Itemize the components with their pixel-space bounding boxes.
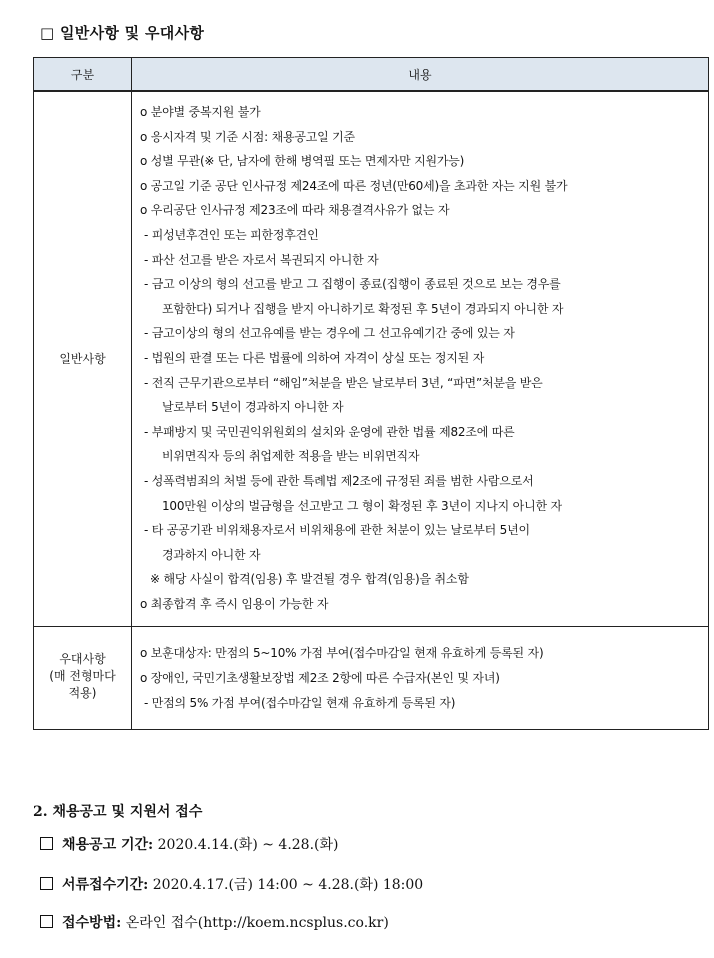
- application-method-item: [40, 912, 389, 932]
- checkbox-square-icon: [40, 877, 53, 890]
- posting-period-item: [40, 834, 339, 854]
- content-line: ※ 해당 사실이 합격(임용) 후 발견될 경우 합격(임용)을 취소함: [150, 572, 469, 587]
- table-row-general: [34, 91, 709, 627]
- content-line: o 성별 무관(※ 단, 남자에 한해 병역필 또는 면제자만 지원가능): [140, 154, 465, 169]
- content-line: o 보훈대상자: 만점의 5~10% 가점 부여(접수마감일 현재 유효하게 등록된 자): [140, 646, 544, 661]
- content-line: o 분야별 중복지원 불가: [140, 105, 261, 119]
- content-line: o 우리공단 인사규정 제23조에 따라 채용결격사유가 없는 자: [140, 203, 450, 218]
- category-general: 일반사항: [34, 91, 132, 627]
- application-period-label: 서류접수기간:: [62, 877, 149, 893]
- posting-period-label: 채용공고 기간:: [62, 837, 154, 853]
- section2-heading: 2. 채용공고 및 지원서 접수: [33, 804, 203, 820]
- column-header-category: 구분: [34, 58, 132, 92]
- content-line: - 피성년후견인 또는 피한정후견인: [144, 227, 319, 242]
- application-method-value: 온라인 접수(http://koem.ncsplus.co.kr): [125, 915, 389, 931]
- posting-period-value: 2020.4.14.(화) ~ 4.28.(화): [157, 837, 339, 853]
- content-line: 경과하지 아니한 자: [162, 547, 261, 562]
- content-line: 비위면직자 등의 취업제한 적용을 받는 비위면직자: [162, 449, 420, 464]
- checkbox-square-icon: [40, 915, 53, 928]
- table-header-row: [34, 58, 709, 92]
- content-line: - 법원의 판결 또는 다른 법률에 의하여 자격이 상실 또는 정지된 자: [144, 350, 485, 365]
- content-line: o 공고일 기준 공단 인사규정 제24조에 따른 정년(만60세)을 초과한 자는 지원 불가: [140, 178, 568, 193]
- content-line: - 성폭력범죄의 처벌 등에 관한 특례법 제2조에 규정된 죄를 범한 사람으로서: [144, 473, 534, 488]
- category-preference: [34, 627, 132, 730]
- checkbox-square-icon: [40, 837, 53, 850]
- preference-content: [132, 627, 709, 730]
- content-line: o 응시자격 및 기준 시점: 채용공고일 기준: [140, 129, 355, 144]
- category-preference-line: 우대사항: [59, 651, 106, 666]
- content-line: - 파산 선고를 받은 자로서 복권되지 아니한 자: [144, 252, 379, 267]
- content-line: - 금고 이상의 형의 선고를 받고 그 집행이 종료(집행이 종료된 것으로 보는 경우를: [144, 277, 561, 292]
- section-heading: □ 일반사항 및 우대사항: [40, 24, 205, 42]
- content-line: 100만원 이상의 벌금형을 선고받고 그 형이 확정된 후 3년이 지나지 아니한 자: [162, 498, 562, 513]
- table-row-preference: [34, 627, 709, 730]
- content-line: 날로부터 5년이 경과하지 아니한 자: [162, 400, 344, 415]
- category-preference-line: (매 전형마다: [49, 668, 116, 683]
- content-line: - 만점의 5% 가점 부여(접수마감일 현재 유효하게 등록된 자): [144, 695, 456, 710]
- content-line: - 전직 근무기관으로부터 “해임”처분을 받은 날로부터 3년, “파면”처분을 받은: [144, 375, 543, 390]
- general-content: [132, 91, 709, 627]
- requirements-table: [33, 57, 709, 730]
- content-line: - 타 공공기관 비위채용자로서 비위채용에 관한 처분이 있는 날로부터 5년이: [144, 523, 530, 538]
- content-line: o 장애인, 국민기초생활보장법 제2조 2항에 따른 수급자(본인 및 자녀): [140, 671, 500, 686]
- category-preference-line: 적용): [68, 685, 97, 700]
- content-line: 포함한다) 되거나 집행을 받지 아니하기로 확정된 후 5년이 경과되지 아니한 자: [162, 301, 564, 316]
- application-period-item: [40, 874, 423, 894]
- application-method-label: 접수방법:: [62, 915, 122, 931]
- content-line: - 금고이상의 형의 선고유예를 받는 경우에 그 선고유예기간 중에 있는 자: [144, 326, 515, 341]
- column-header-content: 내용: [132, 58, 709, 92]
- content-line: o 최종합격 후 즉시 임용이 가능한 자: [140, 596, 329, 611]
- content-line: - 부패방지 및 국민권익위원회의 설치와 운영에 관한 법률 제82조에 따른: [144, 424, 515, 439]
- application-period-value: 2020.4.17.(금) 14:00 ~ 4.28.(화) 18:00: [152, 877, 424, 893]
